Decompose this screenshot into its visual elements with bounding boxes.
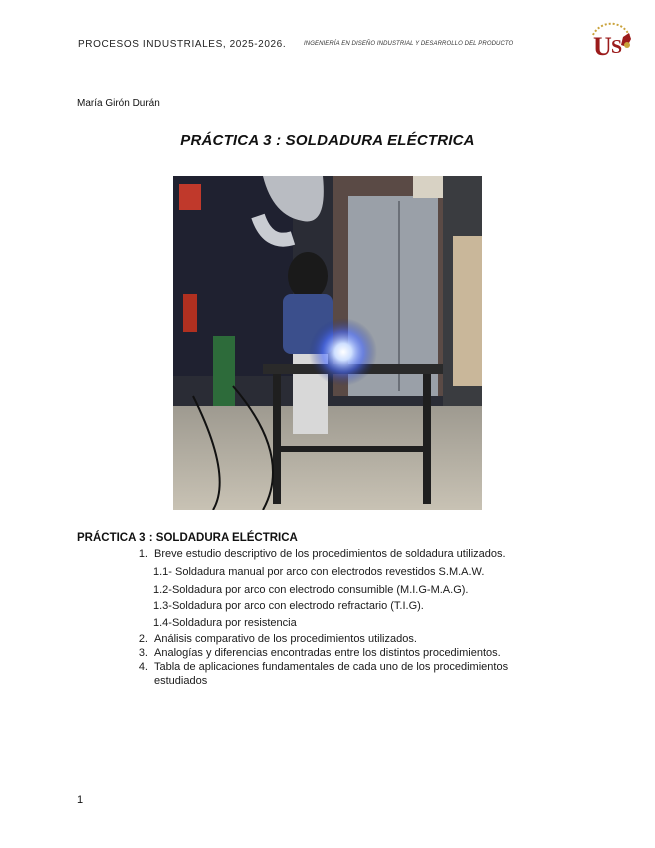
- list-number: 4.: [138, 661, 148, 673]
- page-title: PRÁCTICA 3 : SOLDADURA ELÉCTRICA: [180, 132, 475, 149]
- list-item: Analogías y diferencias encontradas entre los distintos procedimientos.: [154, 647, 501, 659]
- list-subitem: 1.2-Soldadura por arco con electrodo consumible (M.I.G-M.A.G).: [153, 584, 469, 596]
- section-heading: PRÁCTICA 3 : SOLDADURA ELÉCTRICA: [77, 532, 298, 544]
- svg-text:U: U: [593, 32, 612, 61]
- list-number: 1.: [138, 548, 148, 560]
- header-course: PROCESOS INDUSTRIALES, 2025-2026.: [78, 39, 287, 50]
- list-item: Análisis comparativo de los procedimientos utilizados.: [154, 633, 417, 645]
- university-seal-icon: [585, 15, 637, 63]
- svg-text:S: S: [611, 36, 623, 58]
- list-item: Breve estudio descriptivo de los procedimientos de soldadura utilizados.: [154, 548, 506, 560]
- list-number: 3.: [138, 647, 148, 659]
- welding-photo: [173, 176, 482, 510]
- list-item: Tabla de aplicaciones fundamentales de cada uno de los procedimientos: [154, 661, 509, 673]
- author-name: María Girón Durán: [77, 98, 160, 109]
- list-subitem: 1.3-Soldadura por arco con electrodo refractario (T.I.G).: [153, 600, 424, 612]
- list-number: 2.: [138, 633, 148, 645]
- header-degree: INGENIERÍA EN DISEÑO INDUSTRIAL Y DESARROLLO DEL PRODUCTO: [304, 41, 514, 47]
- page-number: 1: [77, 794, 84, 806]
- list-item-continuation: estudiados: [154, 675, 208, 687]
- list-subitem: 1.4-Soldadura por resistencia: [153, 617, 297, 629]
- list-subitem: 1.1- Soldadura manual por arco con electrodos revestidos S.M.A.W.: [153, 566, 485, 578]
